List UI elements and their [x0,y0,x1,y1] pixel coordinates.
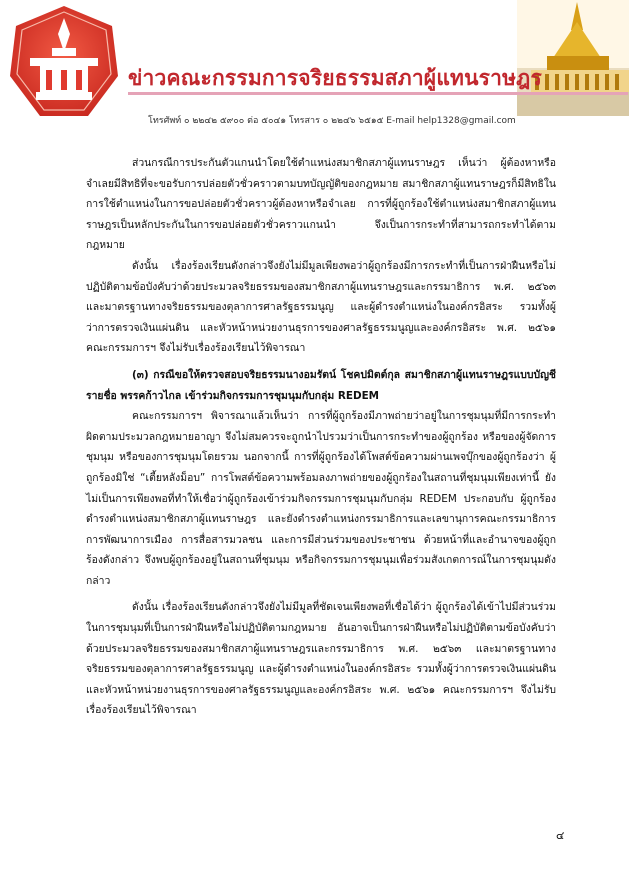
newsletter-title: ข่าวคณะกรรมการจริยธรรมสภาผู้แทนราษฎร [128,66,542,90]
parliament-emblem-icon [8,4,120,122]
title-divider [128,92,628,95]
article-body [86,153,556,721]
paragraph-conclusion-2: ดังนั้น เรื่องร้องเรียนดังกล่าวจึงยังไม่มีมูลที่ชัดเจนเพียงพอที่เชื่อได้ว่า ผู้ถูกร้องได้เข้าไปมีส่วนร่วมในการชุมนุมที่เป็นการฝ่าฝืนหรือไม่ปฏิบัติตามกฎหมาย อันอาจเป็นการฝ่าฝืนหรือไม่ปฏิบัติตามข้อบังคับว่าด้วยประมวลจริยธรรมของสมาชิกสภาผู้แทนราษฎรและกรรมาธิการ พ.ศ. ๒๕๖๓ และมาตรฐานทางจริยธรรมของตุลาการศาลรัฐธรรมนูญ และผู้ดำรงตำแหน่งในองค์กรอิสระ รวมทั้งผู้ว่าการตรวจเงินแผ่นดิน และหัวหน้าหน่วยงานธุรการของศาลรัฐธรรมนูญและองค์กรอิสระ พ.ศ. ๒๕๖๑ คณะกรรมการฯ จึงไม่รับเรื่องร้องเรียนไว้พิจารณา [86,601,556,717]
paragraph-bail-guarantee: ส่วนกรณีการประกันตัวแกนนำโดยใช้ตำแหน่งสมาชิกสภาผู้แทนราษฎร เห็นว่า ผู้ต้องหาหรือจำเลยมีสิทธิที่จะขอรับการปล่อยตัวชั่วคราวตามบทบัญญัติของกฎหมาย สมาชิกสภาผู้แทนราษฎรก็มีสิทธิในการใช้ตำแหน่งในการขอปล่อยตัวชั่วคราวผู้ต้องหาหรือจำเลย การที่ผู้ถูกร้องใช้ตำแหน่งสมาชิกสภาผู้แทนราษฎรเป็นหลักประกันในการขอปล่อยตัวชั่วคราวแกนนำ จึงเป็นการกระทำที่สามารถกระทำได้ตามกฎหมาย [86,157,556,252]
paragraph-committee-findings: คณะกรรมการฯ พิจารณาแล้วเห็นว่า การที่ผู้ถูกร้องมีภาพถ่ายว่าอยู่ในการชุมนุมที่มีการกระทำผิดตามประมวลกฎหมายอาญา จึงไม่สมควรจะถูกนำไปรวมว่าเป็นการกระทำของผู้ถูกร้อง หรือของผู้จัดการชุมนุม หรือของการชุมนุมโดยรวม นอกจากนี้ การที่ผู้ถูกร้องได้โพสต์ข้อความผ่านเพจบุ๊กของผู้ถูกร้องว่า ผู้ถูกร้องมิใช่ “เตี้ยหลังม็อบ” การโพสต์ข้อความพร้อมลงภาพถ่ายของผู้ถูกร้องในสถานที่ชุมนุมเพียงเท่านี้ ยังไม่เป็นการเพียงพอที่ทำให้เชื่อว่าผู้ถูกร้องเข้าร่วมกิจกรรมการชุมนุมกับกลุ่ม REDEM ประกอบกับ ผู้ถูกร้องดำรงตำแหน่งสมาชิกสภาผู้แทนราษฎร และยังดำรงตำแหน่งกรรมาธิการและเลขานุการคณะกรรมาธิการการพัฒนาการเมือง การสื่อสารมวลชน และการมีส่วนร่วมของประชาชน ด้วยหน้าที่และอำนาจของผู้ถูกร้องดังกล่าว จึงพบผู้ถูกร้องอยู่ในสถานที่ชุมนุม หรือกิจกรรมการชุมนุมเพื่อร่วมสังเกตการณ์ในการชุมนุมดังกล่าว [86,410,556,587]
section-heading-3: (๓) กรณีขอให้ตรวจสอบจริยธรรมนางอมรัตน์ โชคปมิตต์กุล สมาชิกสภาผู้แทนราษฎรแบบบัญชีรายชื่อ พรรคก้าวไกล เข้าร่วมกิจกรรมการชุมนุมกับกลุ่ม REDEM [86,368,556,402]
parliament-building-icon [517,0,629,116]
page-number: ๔ [556,829,565,842]
contact-line: โทรศัพท์ ๐ ๒๒๔๒ ๕๙๐๐ ต่อ ๕๐๔๑ โทรสาร ๐ ๒๒๔๖ ๖๕๑๕ E-mail help1328@gmail.com [148,116,516,126]
letterhead [0,0,629,132]
paragraph-conclusion-1: ดังนั้น เรื่องร้องเรียนดังกล่าวจึงยังไม่มีมูลเพียงพอว่าผู้ถูกร้องมีการกระทำที่เป็นการฝ่าฝืนหรือไม่ปฏิบัติตามข้อบังคับว่าด้วยประมวลจริยธรรมของสมาชิกสภาผู้แทนราษฎรและกรรมาธิการ พ.ศ. ๒๕๖๓ และมาตรฐานทางจริยธรรมของตุลาการศาลรัฐธรรมนูญ และผู้ดำรงตำแหน่งในองค์กรอิสระ รวมทั้งผู้ว่าการตรวจเงินแผ่นดิน และหัวหน้าหน่วยงานธุรการของศาลรัฐธรรมนูญและองค์กรอิสระ พ.ศ. ๒๕๖๑ คณะกรรมการฯ จึงไม่รับเรื่องร้องเรียนไว้พิจารณา [86,259,556,355]
